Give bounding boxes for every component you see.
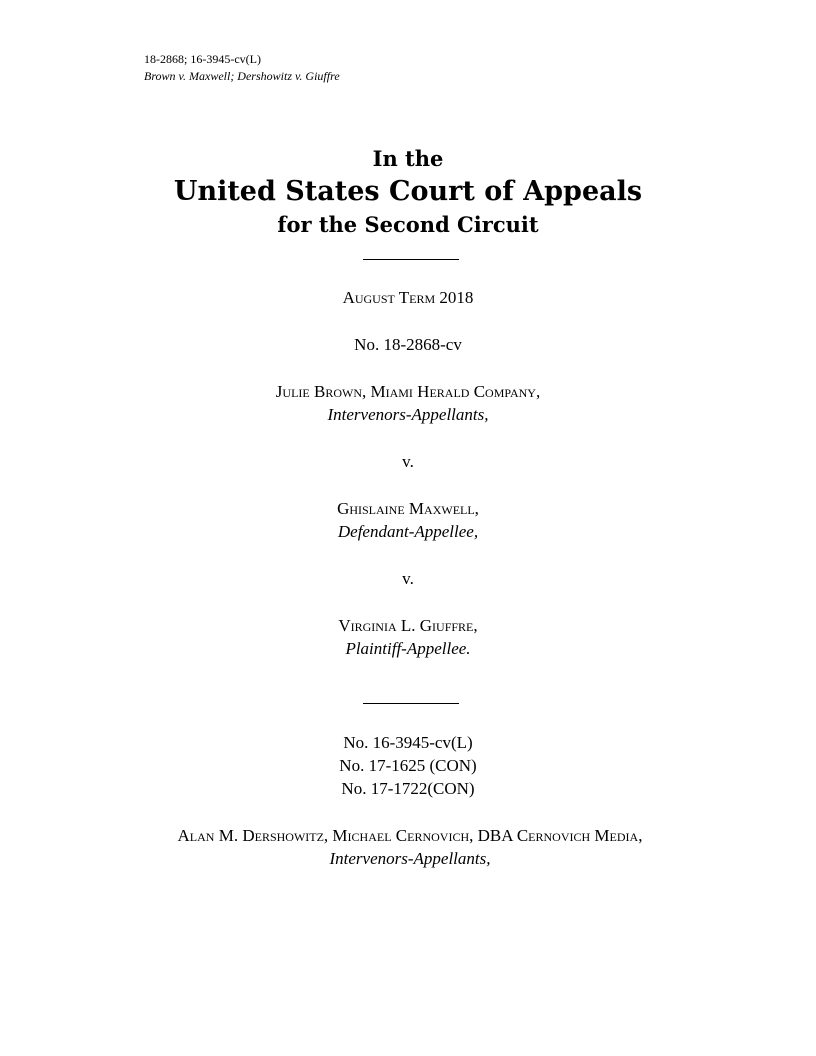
case-caption: Brown v. Maxwell; Dershowitz v. Giuffre <box>144 69 340 83</box>
party-block <box>0 380 816 426</box>
party-block <box>0 497 816 543</box>
case-number: No. 17-1625 (CON) <box>339 756 477 775</box>
versus-label: v. <box>402 569 414 588</box>
page-header <box>144 51 340 85</box>
case-number: No. 18-2868-cv <box>354 335 462 354</box>
divider-rule <box>363 259 459 260</box>
term-heading: August Term 2018 <box>342 288 474 307</box>
case-number: No. 17-1722(CON) <box>341 779 475 798</box>
party-role: Intervenors-Appellants, <box>329 849 491 868</box>
party-role: Defendant-Appellee, <box>337 522 479 541</box>
party-role: Intervenors-Appellants, <box>327 405 489 424</box>
party-name: Ghislaine Maxwell, <box>337 499 479 518</box>
party-name: Julie Brown, Miami Herald Company, <box>275 382 541 401</box>
consolidated-case-numbers <box>0 731 816 800</box>
party-name: Virginia L. Giuffre, <box>338 616 478 635</box>
party-name: Alan M. Dershowitz, Michael Cernovich, DBA Cernovich Media, <box>177 826 643 845</box>
versus-label: v. <box>402 452 414 471</box>
party-role: Plaintiff-Appellee. <box>345 639 471 658</box>
divider-rule <box>363 703 459 704</box>
party-block <box>160 824 660 870</box>
party-block <box>0 614 816 660</box>
docket-number-line: 18-2868; 16-3945-cv(L) <box>144 52 261 66</box>
court-title-line-3: for the Second Circuit <box>277 212 539 237</box>
case-number: No. 16-3945-cv(L) <box>343 733 473 752</box>
court-title-line-2: United States Court of Appeals <box>173 176 643 207</box>
court-title-line-1: In the <box>372 146 444 171</box>
